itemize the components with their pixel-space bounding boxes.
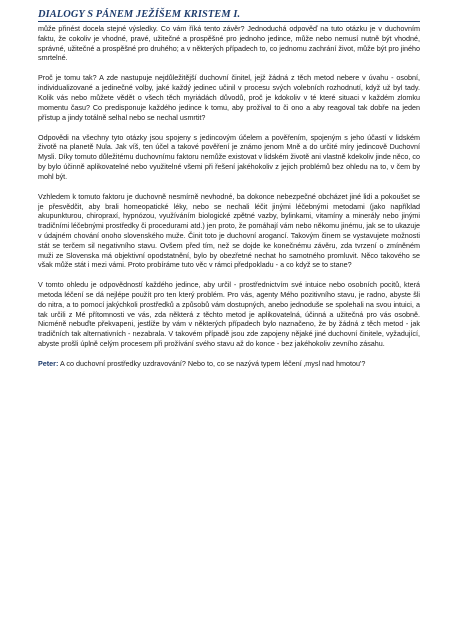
body-text [38,24,420,379]
dialogue-text: A co duchovní prostředky uzdravování? Nebo to, co se nazývá typem léčení ‚mysl nad hmotou'? [58,359,366,369]
paragraph: V tomto ohledu je odpovědností každého jedince, aby určil - prostřednictvím své intuice nebo osobních pocitů, která metoda léčení se dá nejlépe použít pro ten který problém. Pro vás, agenty Mého pozitivního stavu, je radno, abyste šli do nitra, a to pomocí jakýchkoli prostředků a způsobů vám dostupných, anebo jednoduše se spolehali na svou intuici, a tak určili z Mé přítomnosti ve vás, zda některá z těchto metod je aplikovatelná, účinná a užitečná pro vás osobně. Nicméně nebuďte překvapeni, jestliže by vám v některých případech bylo naznačeno, že by žádná z těch metod - jak tradičních tak alternativních - nezabrala. V takovém případě jsou zde zapojeny nějaké jiné duchovní činitele, vyžadující, abyste prošli úplně celým procesem při prožívání svého stavu až do konce - bez jakéhokoliv zevního zásahu. [38,280,420,349]
speaker-label: Peter: [38,359,59,369]
running-header [38,9,420,22]
paragraph: může přinést docela stejné výsledky. Co vám říká tento závěr? Jednoduchá odpověď na tuto otázku je v duchovním faktu, že cokoliv je vhodné, pravé, užitečné a prospěšné pro jednoho jedince, může nebo nemusí nutně být vhodné, správné, užitečné a prospěšné pro druhého; a v některých případech to, co jednomu zachrání život, může být pro jiného smrtelné. [38,24,420,63]
paragraph: Odpovědi na všechny tyto otázky jsou spojeny s jedincovým účelem a pověřením, spojeným s jeho účastí v lidském životě na planetě Nula. Jak víš, ten účel a takové pověření je známo jenom Mně a do určité míry jedincově Duchovní Mysli. Díky tomuto důležitému duchovnímu faktoru nemůže existovat v lidském životě ani vlastně kdekoliv jinde něco, co by bylo účinně aplikovatelné nebo využitelné všemi při řešení jakéhokoliv z jejich problémů bez ohledu na to, v čem by mohl být. [38,132,420,181]
page-header-title: DIALOGY S PÁNEM JEŽÍŠEM KRISTEM I. [38,9,241,20]
paragraph: Vzhledem k tomuto faktoru je duchovně nesmírně nevhodné, ba dokonce nebezpečné obcházet jiné lidi a pokoušet se je přesvědčit, aby brali homeopatické léky, nebo se nechali léčit jinými léčebnými metodami (jako například akupunkturou, chiropraxí, hypnózou, využíváním biologické zpětné vazby, bylinkami, vitamíny a minerály nebo jinými tradičními léčebnými prostředky či procedurami atd.) jen proto, že pomáhají vám nebo někomu jinému, jak se to ukazuje v údajném chování onoho slovenského muže. Činit toto je duchovní arogancí. Takovým činem se vystavujete možnosti stát se terčem sil negativního stavu. Ovšem před tím, než se dojde ke konečnému závěru, zda tvrzení o zmíněném muži ze Slovenska má objektivní opodstatnění, bylo by obezřetné nechat ho samotného promluvit. Něco takového se však může stát i mezi vámi. Proto probíráme tuto věc v rámci předpokladu - a co když se to stane? [38,191,420,270]
paragraph: Proč je tomu tak? A zde nastupuje nejdůležitější duchovní činitel, jejž žádná z těch metod nebere v úvahu - osobní, individualizované a jedinečné volby, jaké každý jedinec učinil v procesu svých volebních rozhodnutí, když už byl tady. Kolik vás nebo můžete vědět o všech těch myriádách důvodů, proč je kdokoliv v té které situaci v každém zlomku momentu času? Co predisponuje každého jedince k tomu, aby prožíval to či ono a aby reagoval tak dobře na jeden přístup a jindy totálně selhal nebo se nechal usmrtit? [38,73,420,122]
dialogue-paragraph [38,359,420,369]
